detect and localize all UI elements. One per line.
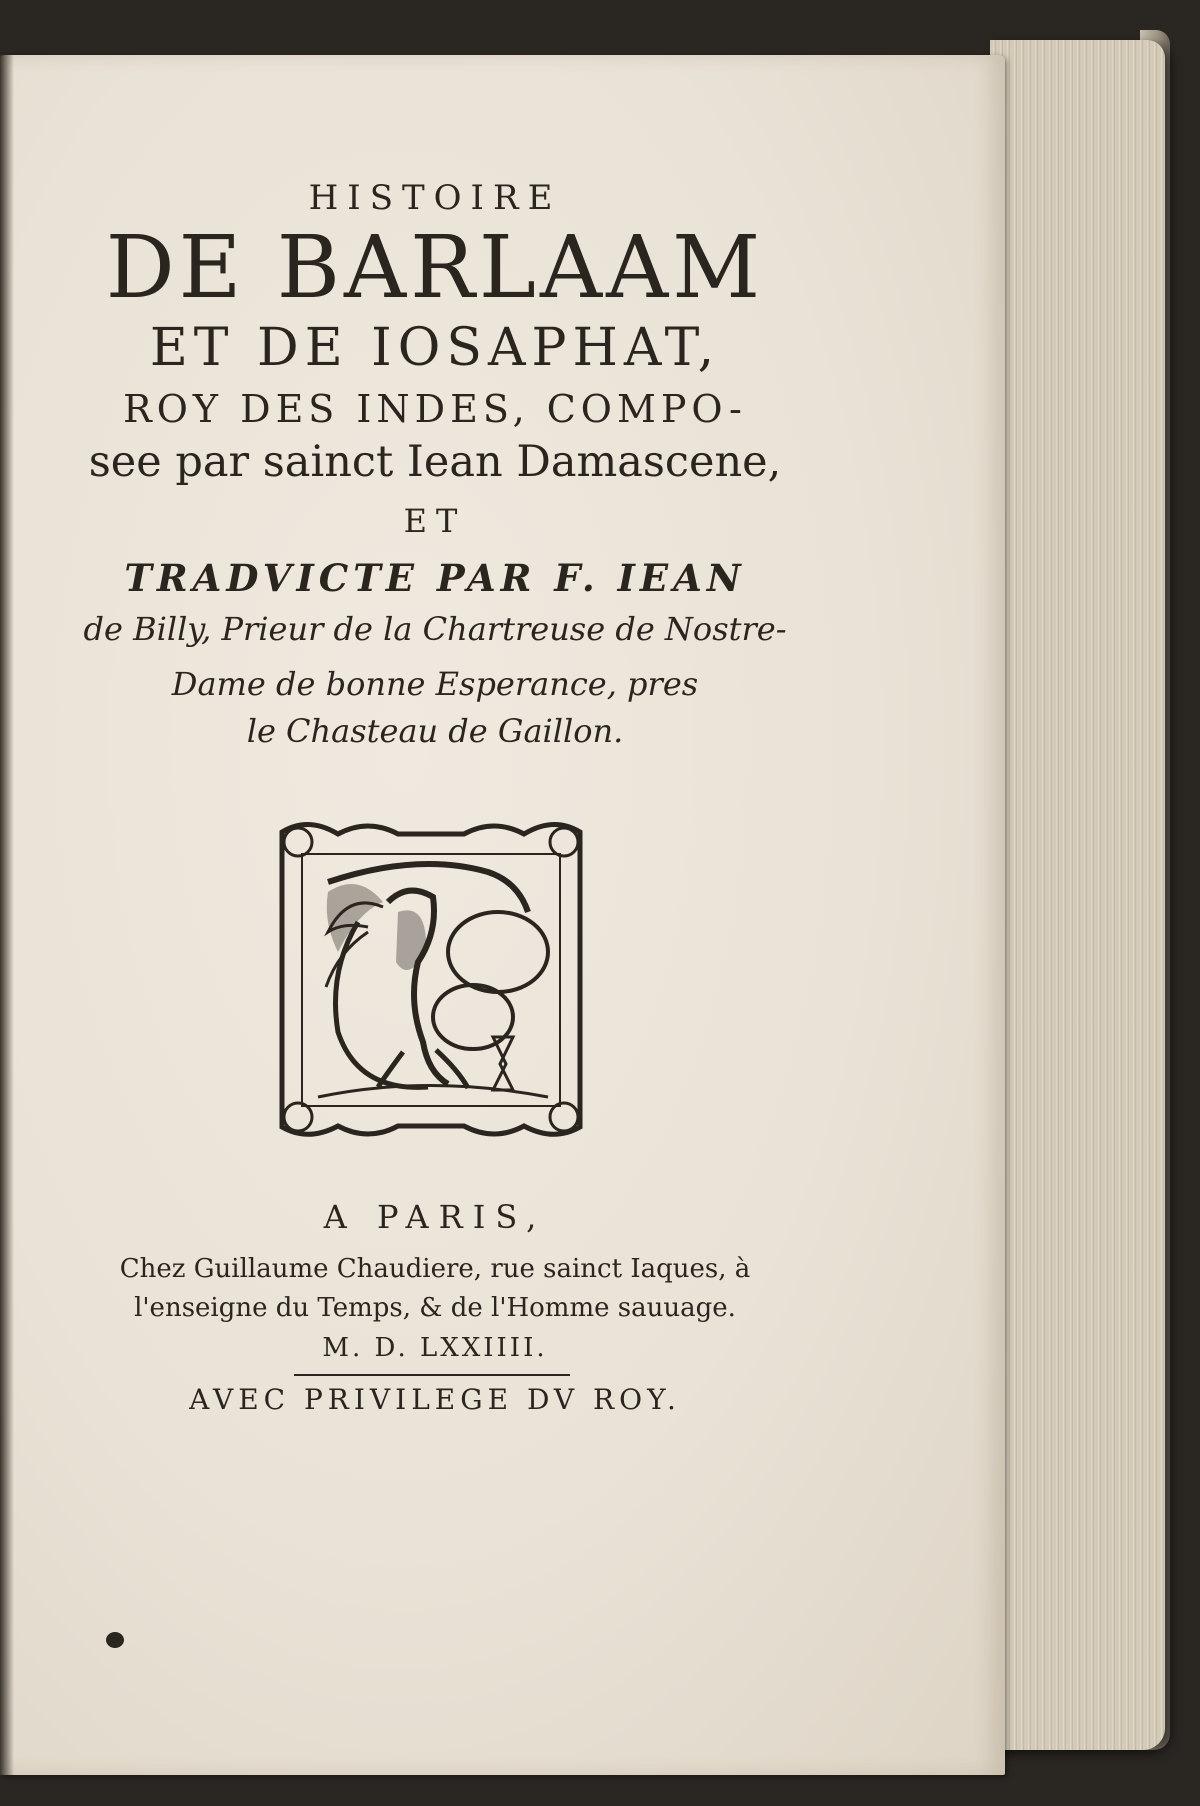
imprint-city: A PARIS, <box>323 1198 547 1236</box>
page-edges <box>990 40 1165 1750</box>
imprint-date: M. D. LXXIIII. <box>322 1333 548 1363</box>
ink-spot <box>106 1632 124 1648</box>
title-line-1: HISTOIRE <box>308 178 562 218</box>
title-line-8: de Billy, Prieur de la Chartreuse de Nostre- <box>83 610 787 648</box>
printers-device-woodcut-icon <box>268 812 594 1147</box>
title-line-2: DE BARLAAM <box>105 218 765 318</box>
imprint-printer-line-2: l'enseigne du Temps, & de l'Homme sauuage. <box>134 1293 736 1323</box>
title-line-3: ET DE IOSAPHAT, <box>149 318 721 378</box>
title-line-10: le Chasteau de Gaillon. <box>246 712 624 750</box>
title-line-9: Dame de bonne Esperance, pres <box>171 665 699 703</box>
title-line-6: ET <box>403 502 467 540</box>
gutter-shadow <box>0 55 14 1775</box>
imprint-printer-line-1: Chez Guillaume Chaudiere, rue sainct Iaques, à <box>119 1254 751 1284</box>
imprint-rule <box>294 1374 570 1376</box>
title-line-4: ROY DES INDES, COMPO- <box>123 387 747 431</box>
title-line-5: see par sainct Iean Damascene, <box>88 437 782 487</box>
title-line-7: TRADVICTE PAR F. IEAN <box>124 556 746 600</box>
imprint-privilege: AVEC PRIVILEGE DV ROY. <box>189 1383 681 1416</box>
